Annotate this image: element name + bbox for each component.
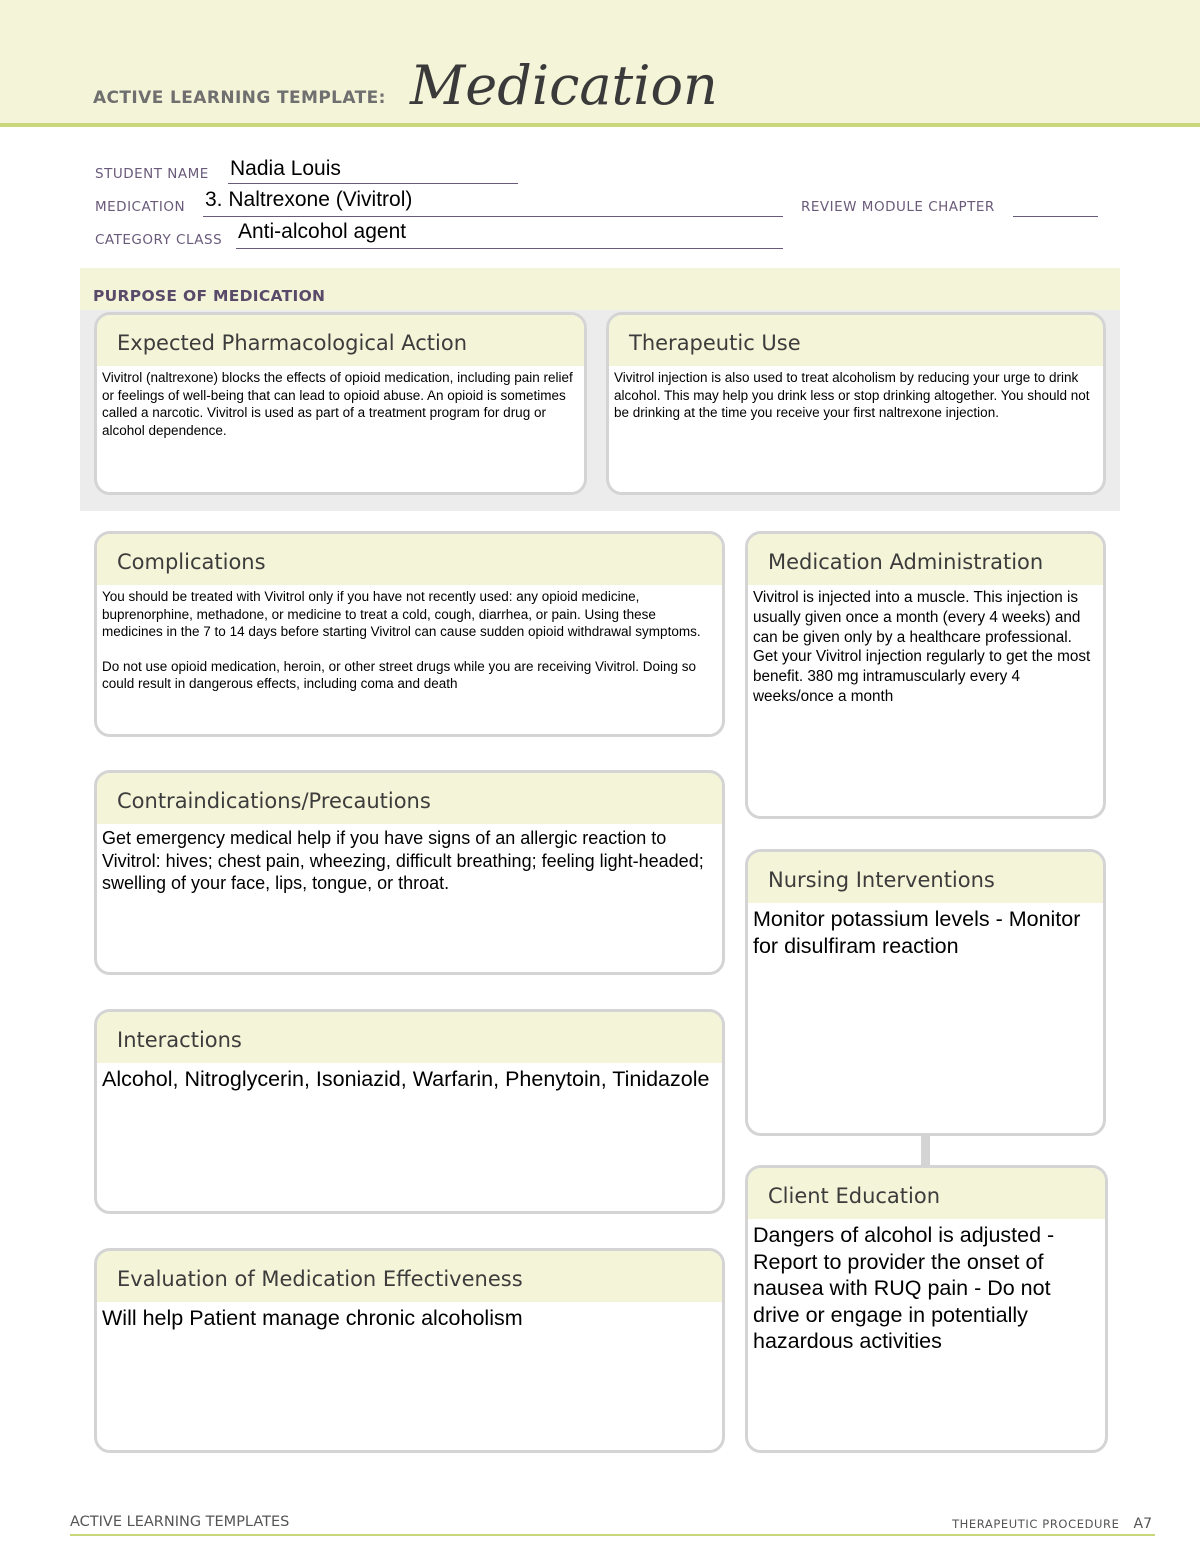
medication-administration-text[interactable]: Vivitrol is injected into a muscle. This injection is usually given once a month (every 4 weeks) and can be given only by a healthcare professional. Get your Vivitrol injection regularly to get the most benefit. 380 mg intramuscularly every 4 weeks/once a month <box>753 589 1091 705</box>
medication-line <box>203 216 783 217</box>
complications-paragraph-1: You should be treated with Vivitrol only if you have not recently used: any opioid medicine, buprenorphine, methadone, or medicine to treat a cold, cough, diarrhea, or pain. Using these medicines in the 7 to 14 days before starting Vivitrol can cause sudden opioid withdrawal symptoms. <box>102 589 701 639</box>
nursing-interventions-box <box>745 849 1106 1136</box>
interactions-text[interactable]: Alcohol, Nitroglycerin, Isoniazid, Warfarin, Phenytoin, Tinidazole <box>102 1067 710 1091</box>
medication-administration-box <box>745 531 1106 819</box>
expected-action-box <box>94 312 587 495</box>
review-module-line <box>1013 216 1098 217</box>
contraindications-box <box>94 770 725 975</box>
category-class-label: CATEGORY CLASS <box>95 232 223 248</box>
medication-administration-title: Medication Administration <box>748 534 1103 585</box>
footer-divider <box>70 1534 1155 1536</box>
complications-title: Complications <box>97 534 722 585</box>
complications-box <box>94 531 725 737</box>
interactions-box <box>94 1009 725 1214</box>
template-label: ACTIVE LEARNING TEMPLATE: <box>93 88 386 108</box>
expected-action-title: Expected Pharmacological Action <box>97 315 584 366</box>
medication-label: MEDICATION <box>95 199 186 215</box>
evaluation-title: Evaluation of Medication Effectiveness <box>97 1251 722 1302</box>
review-module-label: REVIEW MODULE CHAPTER <box>801 199 995 215</box>
therapeutic-use-title: Therapeutic Use <box>609 315 1103 366</box>
footer-right <box>952 1516 1152 1532</box>
contraindications-text[interactable]: Get emergency medical help if you have signs of an allergic reaction to Vivitrol: hives; chest pain, wheezing, difficult breathing; feeling light-headed; swelling of your face, lips, tongue, or throat. <box>102 828 704 893</box>
nursing-interventions-text[interactable]: Monitor potassium levels - Monitor for disulfiram reaction <box>753 907 1081 958</box>
category-class-line <box>236 248 783 249</box>
purpose-label: PURPOSE OF MEDICATION <box>93 287 326 305</box>
student-name-line <box>228 183 518 184</box>
page-number: A7 <box>1133 1516 1152 1532</box>
evaluation-box <box>94 1248 725 1453</box>
template-title: Medication <box>410 54 718 117</box>
student-name-field[interactable]: Nadia Louis <box>230 157 341 180</box>
medication-field[interactable]: 3. Naltrexone (Vivitrol) <box>205 188 413 211</box>
footer-right-label: THERAPEUTIC PROCEDURE <box>952 1517 1120 1531</box>
connector-bar <box>921 1133 930 1166</box>
header-divider <box>0 123 1200 127</box>
therapeutic-use-text[interactable]: Vivitrol injection is also used to treat alcoholism by reducing your urge to drink alcohol. This may help you drink less or stop drinking altogether. You should not be drinking at the time you receive your first naltrexone injection. <box>614 370 1090 420</box>
client-education-text[interactable]: Dangers of alcohol is adjusted - Report to provider the onset of nausea with RUQ pain - Do not drive or engage in potentially hazardous activities <box>753 1223 1055 1353</box>
therapeutic-use-box <box>606 312 1106 495</box>
category-class-field[interactable]: Anti-alcohol agent <box>238 220 407 243</box>
client-education-title: Client Education <box>748 1168 1105 1219</box>
complications-text[interactable] <box>97 585 722 693</box>
interactions-title: Interactions <box>97 1012 722 1063</box>
expected-action-text[interactable]: Vivitrol (naltrexone) blocks the effects of opioid medication, including pain relief or feelings of well-being that can lead to opioid abuse. An opioid is sometimes called a narcotic. Vivitrol is used as part of a treatment program for drug or alcohol dependence. <box>102 370 573 438</box>
footer-left-label: ACTIVE LEARNING TEMPLATES <box>70 1514 290 1530</box>
complications-paragraph-2: Do not use opioid medication, heroin, or other street drugs while you are receiving Vivitrol. Doing so could result in dangerous effects, including coma and death <box>102 658 697 691</box>
nursing-interventions-title: Nursing Interventions <box>748 852 1103 903</box>
contraindications-title: Contraindications/Precautions <box>97 773 722 824</box>
student-name-label: STUDENT NAME <box>95 166 209 182</box>
evaluation-text[interactable]: Will help Patient manage chronic alcoholism <box>102 1306 523 1330</box>
client-education-box <box>745 1165 1108 1453</box>
